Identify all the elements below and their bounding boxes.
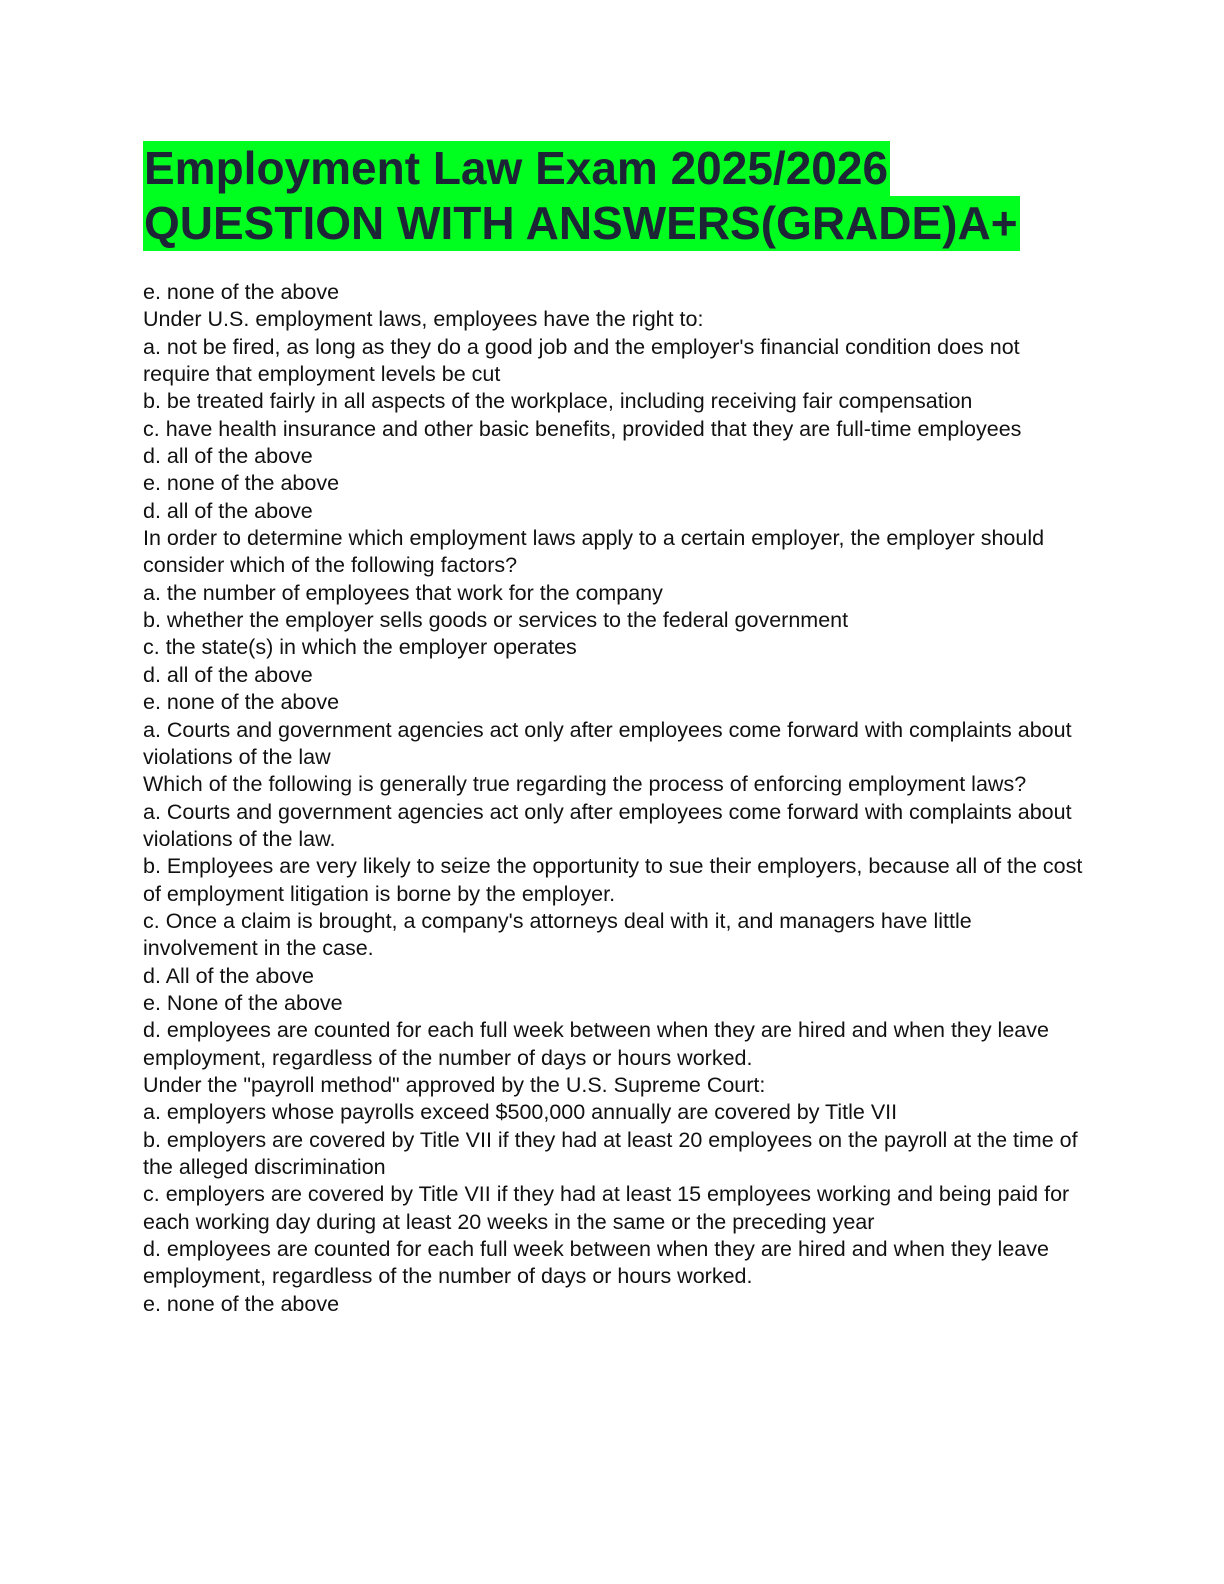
option-line: e. none of the above — [143, 471, 340, 496]
option-line: d. All of the above — [143, 963, 314, 988]
option-line: d. employees are counted for each full week between when they are hired and when they leave employment, regardless of the number of days or hours worked. — [143, 1237, 1049, 1289]
option-line: c. Once a claim is brought, a company's attorneys deal with it, and managers have little involvement in the case. — [143, 908, 972, 961]
title-line-2: QUESTION WITH ANSWERS(GRADE)A+ — [144, 197, 1018, 249]
option-line: c. have health insurance and other basic benefits, provided that they are full-time employees — [143, 416, 1022, 441]
answer-line: d. employees are counted for each full week between when they are hired and when they leave employment, regardless of the number of days or hours worked. — [143, 1018, 1049, 1070]
option-line: b. employers are covered by Title VII if they had at least 20 employees on the payroll at the time of the alleged discrimination — [143, 1127, 1078, 1179]
answer-line: d. all of the above — [143, 498, 313, 523]
option-line: b. be treated fairly in all aspects of the workplace, including receiving fair compensation — [143, 389, 973, 414]
question-line: Under the "payroll method" approved by the U.S. Supreme Court: — [143, 1072, 766, 1097]
answer-line: a. Courts and government agencies act only after employees come forward with complaints about violations of the law — [143, 717, 1072, 769]
option-line: a. not be fired, as long as they do a good job and the employer's financial condition does not require that employment levels be cut — [143, 334, 1020, 387]
document-body — [143, 279, 1083, 1318]
option-line: d. all of the above — [143, 662, 313, 687]
option-line: a. employers whose payrolls exceed $500,000 annually are covered by Title VII — [143, 1100, 898, 1125]
option-line: c. the state(s) in which the employer operates — [143, 635, 577, 660]
title-line-1: Employment Law Exam 2025/2026 — [144, 142, 889, 194]
option-line: e. none of the above — [143, 1291, 340, 1316]
option-line: b. Employees are very likely to seize the opportunity to sue their employers, because all of the cost of employment litigation is borne by the employer. — [143, 854, 1083, 906]
option-line: b. whether the employer sells goods or services to the federal government — [143, 608, 849, 633]
option-line: c. employers are covered by Title VII if they had at least 15 employees working and being paid for each working day during at least 20 weeks in the same or the preceding year — [143, 1182, 1070, 1234]
option-line: d. all of the above — [143, 444, 313, 469]
text-line: e. none of the above — [143, 280, 340, 304]
question-line: Which of the following is generally true regarding the process of enforcing employment laws? — [143, 772, 1027, 797]
question-line: In order to determine which employment laws apply to a certain employer, the employer should consider which of the following factors? — [143, 526, 1045, 578]
option-line: a. the number of employees that work for the company — [143, 580, 663, 605]
option-line: e. none of the above — [143, 690, 340, 715]
question-line: Under U.S. employment laws, employees have the right to: — [143, 307, 704, 332]
option-line: e. None of the above — [143, 990, 343, 1015]
option-line: a. Courts and government agencies act only after employees come forward with complaints about violations of the law. — [143, 799, 1072, 851]
document-title — [143, 141, 1103, 251]
